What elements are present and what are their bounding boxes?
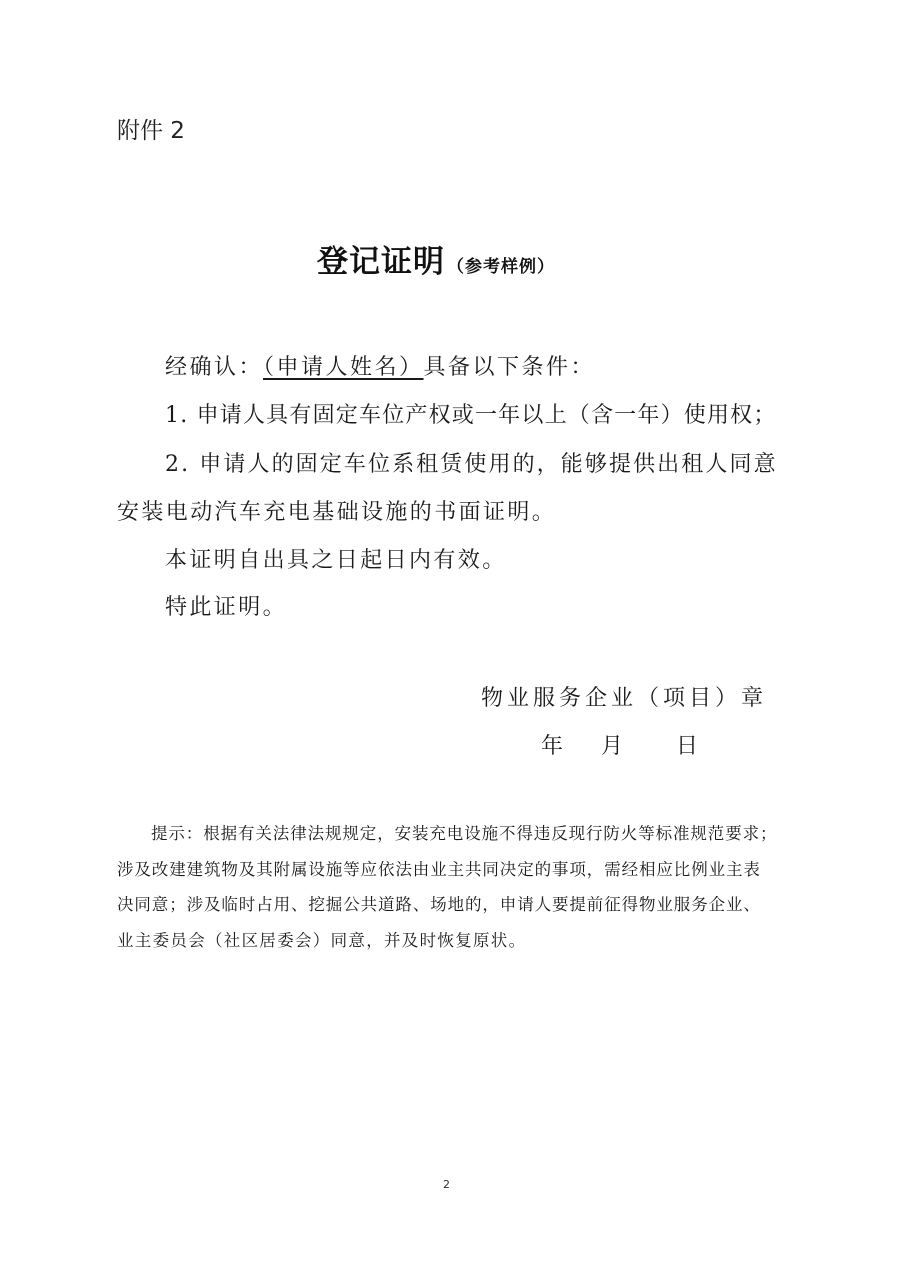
date-year-label: 年 (541, 734, 564, 759)
closing-statement: 特此证明。 (165, 595, 288, 620)
title-main: 登记证明 (317, 244, 445, 280)
date-day-label: 日 (676, 734, 699, 759)
issuer-seal-label: 物业服务企业（项目）章 (481, 686, 768, 711)
note-line-1: 提示：根据有关法律法规规定，安装充电设施不得违反现行防火等标准规范要求； (151, 824, 778, 843)
note-line-4: 业主委员会（社区居委会）同意，并及时恢复原状。 (117, 931, 527, 950)
note-line-3: 决同意；涉及临时占用、挖掘公共道路、场地的，申请人要提前征得物业服务企业、 (117, 895, 761, 914)
confirmation-line (165, 350, 595, 381)
confirmation-prefix: 经确认： (165, 355, 264, 380)
title-subtitle: （参考样例） (447, 257, 555, 277)
condition-2-line-2: 安装电动汽车充电基础设施的书面证明。 (117, 500, 557, 525)
page-number: 2 (443, 1178, 450, 1191)
date-month-label: 月 (601, 734, 624, 759)
condition-2-line-1: 2. 申请人的固定车位系租赁使用的，能够提供出租人同意 (165, 452, 778, 477)
validity-statement: 本证明自出具之日起日内有效。 (165, 548, 507, 573)
applicant-name-field: （申请人姓名） (263, 355, 424, 380)
confirmation-suffix: 具备以下条件： (423, 355, 596, 380)
condition-1: 1. 申请人具有固定车位产权或一年以上（含一年）使用权； (165, 403, 777, 428)
attachment-label: 附件 2 (117, 118, 185, 144)
document-title (317, 236, 555, 281)
note-line-2: 涉及改建建筑物及其附属设施等应依法由业主共同决定的事项，需经相应比例业主表 (117, 860, 761, 879)
